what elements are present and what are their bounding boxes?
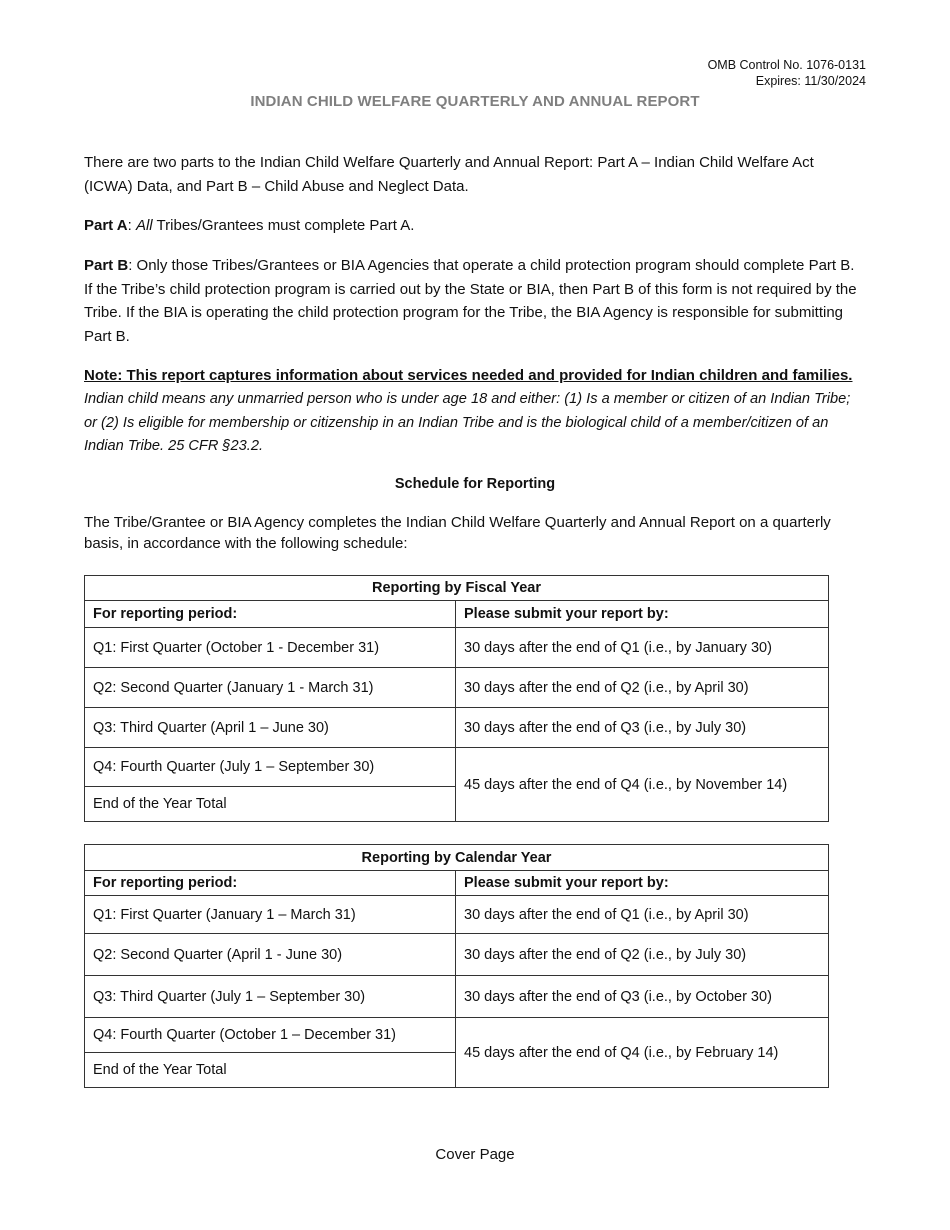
table-row	[85, 748, 829, 787]
note-heading: Note: This report captures information about services needed and provided for Indian children and families.	[84, 367, 853, 384]
part-b-text: : Only those Tribes/Grantees or BIA Agencies that operate a child protection program should complete Part B. If the Tribe’s child protection program is carried out by the State or BIA, then Part B of this form is not required by the Tribe. If the BIA is operating the child protection program for the Tribe, the BIA Agency is responsible for submitting Part B.	[84, 257, 857, 345]
calendar-q2-due: 30 days after the end of Q2 (i.e., by July 30)	[456, 934, 829, 976]
calendar-q4-due: 45 days after the end of Q4 (i.e., by February 14)	[456, 1018, 829, 1088]
omb-control-number: OMB Control No. 1076-0131	[707, 58, 866, 72]
fiscal-q2-period: Q2: Second Quarter (January 1 - March 31)	[85, 668, 456, 708]
schedule-title: Schedule for Reporting	[394, 476, 556, 492]
part-a-text: Tribes/Grantees must complete Part A.	[152, 217, 415, 234]
schedule-intro: The Tribe/Grantee or BIA Agency completes the Indian Child Welfare Quarterly and Annual Report on a quarterly basis, in accordance with the following schedule:	[84, 514, 831, 552]
fiscal-year-total-period: End of the Year Total	[85, 787, 456, 822]
fiscal-q1-due: 30 days after the end of Q1 (i.e., by January 30)	[456, 628, 829, 668]
fiscal-col-due-header: Please submit your report by:	[456, 601, 829, 628]
table-row	[85, 668, 829, 708]
fiscal-col-period-header: For reporting period:	[85, 601, 456, 628]
part-a-paragraph	[84, 214, 859, 238]
table-row	[85, 976, 829, 1018]
fiscal-q4-due: 45 days after the end of Q4 (i.e., by November 14)	[456, 748, 829, 822]
calendar-q1-period: Q1: First Quarter (January 1 – March 31)	[85, 896, 456, 934]
fiscal-q3-due: 30 days after the end of Q3 (i.e., by July 30)	[456, 708, 829, 748]
part-a-emphasis: All	[135, 217, 153, 234]
calendar-year-table	[84, 844, 829, 1088]
intro-paragraph: There are two parts to the Indian Child Welfare Quarterly and Annual Report: Part A – Indian Child Welfare Act (ICWA) Data, and Part B – Child Abuse and Neglect Data.	[84, 154, 814, 195]
omb-control-block	[708, 57, 866, 89]
calendar-q1-due: 30 days after the end of Q1 (i.e., by April 30)	[456, 896, 829, 934]
calendar-table-caption: Reporting by Calendar Year	[85, 845, 829, 871]
table-row	[85, 896, 829, 934]
indian-child-definition: Indian child means any unmarried person who is under age 18 and either: (1) Is a member or citizen of an Indian Tribe; or (2) Is eligible for membership or citizenship in an Indian Tribe and is the biological child of a member/citizen of an Indian Tribe. 25 CFR §23.2.	[84, 391, 851, 454]
fiscal-year-table	[84, 575, 829, 822]
calendar-col-period-header: For reporting period:	[85, 871, 456, 896]
table-row	[85, 934, 829, 976]
table-row	[85, 628, 829, 668]
calendar-q4-period: Q4: Fourth Quarter (October 1 – December 31)	[85, 1018, 456, 1053]
calendar-q3-due: 30 days after the end of Q3 (i.e., by October 30)	[456, 976, 829, 1018]
part-b-label: Part B	[84, 257, 129, 274]
report-title: INDIAN CHILD WELFARE QUARTERLY AND ANNUAL REPORT	[250, 93, 700, 110]
table-row	[85, 708, 829, 748]
fiscal-q2-due: 30 days after the end of Q2 (i.e., by April 30)	[456, 668, 829, 708]
expiration-date: Expires: 11/30/2024	[755, 74, 866, 88]
calendar-year-total-period: End of the Year Total	[85, 1053, 456, 1088]
fiscal-q3-period: Q3: Third Quarter (April 1 – June 30)	[85, 708, 456, 748]
calendar-q3-period: Q3: Third Quarter (July 1 – September 30)	[85, 976, 456, 1018]
part-a-label: Part A	[84, 217, 128, 234]
table-row	[85, 1018, 829, 1053]
calendar-col-due-header: Please submit your report by:	[456, 871, 829, 896]
part-b-paragraph	[84, 254, 859, 348]
part-a-separator: :	[127, 217, 136, 234]
fiscal-table-caption: Reporting by Fiscal Year	[85, 576, 829, 601]
page-footer: Cover Page	[435, 1146, 515, 1163]
fiscal-q1-period: Q1: First Quarter (October 1 - December 31)	[85, 628, 456, 668]
fiscal-q4-period: Q4: Fourth Quarter (July 1 – September 30)	[85, 748, 456, 787]
calendar-q2-period: Q2: Second Quarter (April 1 - June 30)	[85, 934, 456, 976]
